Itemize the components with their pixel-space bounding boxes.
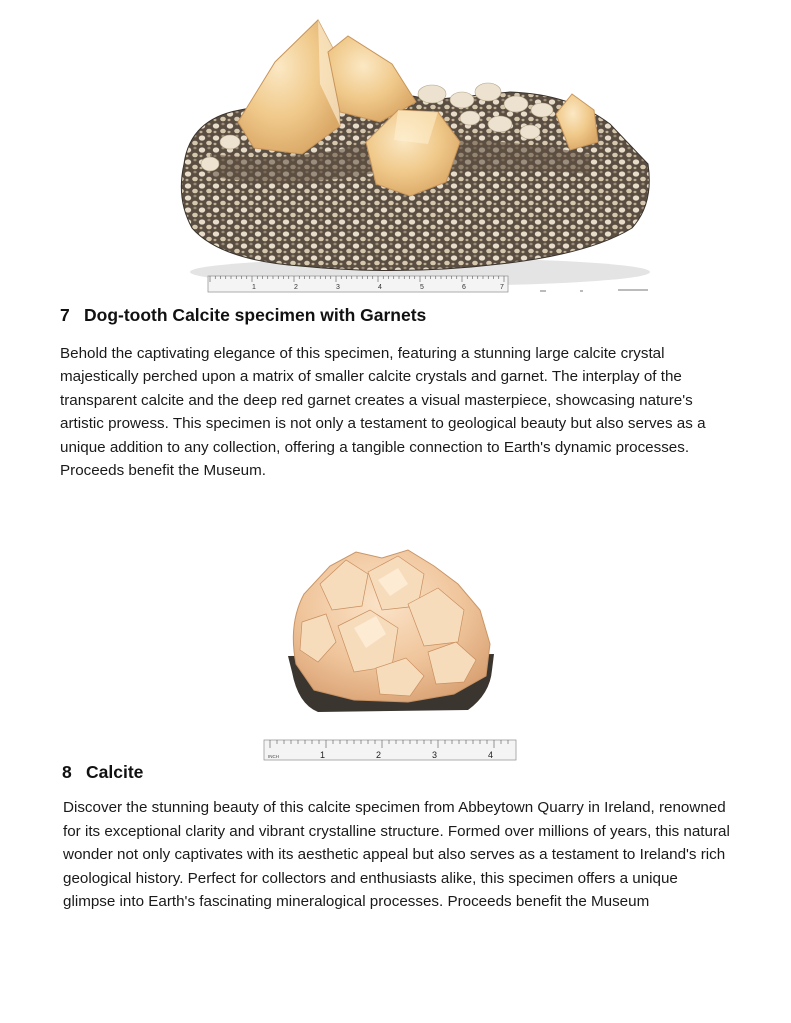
- lot-8-heading: [62, 762, 143, 783]
- ruler-label: 1: [252, 284, 256, 291]
- ruler-label: 7: [500, 284, 504, 291]
- ruler-label: 6: [462, 284, 466, 291]
- lot-number: 8: [62, 762, 72, 782]
- lot-title: Calcite: [86, 762, 144, 782]
- lot-8-description: Discover the stunning beauty of this calcite specimen from Abbeytown Quarry in Ireland, renowned for its exceptional clarity and vibrant crystalline structure. Formed over millions of years, this natural wonder not only captivates with its aesthetic appeal but also serves as a testament to Ireland's rich geological history. Perfect for collectors and enthusiasts alike, this specimen offers a unique glimpse into Earth's fascinating mineralogical processes. Proceeds benefit the Museum: [63, 799, 730, 911]
- lot-7-specimen-photo: [170, 14, 660, 300]
- ruler-label: 3: [432, 750, 438, 760]
- ruler-label: 4: [488, 750, 494, 760]
- lot-8-specimen-photo: [258, 544, 520, 766]
- ruler-unit-label: INCH: [268, 754, 279, 759]
- lot-7-description: Behold the captivating elegance of this specimen, featuring a stunning large calcite crystal majestically perched upon a matrix of smaller calcite crystals and garnet. The interplay of the transparent calcite and the deep red garnet creates a visual masterpiece, showcasing nature's artistic prowess. This specimen is not only a testament to geological beauty but also serves as a unique addition to any collection, offering a tangible connection to Earth's dynamic processes. Proceeds benefit the Museum.: [60, 345, 706, 480]
- ruler-label: 5: [420, 284, 424, 291]
- lot-7-heading: [60, 305, 426, 326]
- ruler-label: 4: [378, 284, 382, 291]
- lot-title: Dog-tooth Calcite specimen with Garnets: [84, 305, 427, 325]
- ruler-label: 3: [336, 284, 340, 291]
- ruler-label: 2: [294, 284, 298, 291]
- lot-number: 7: [60, 305, 70, 325]
- ruler-label: 1: [320, 750, 326, 760]
- ruler-label: 2: [376, 750, 382, 760]
